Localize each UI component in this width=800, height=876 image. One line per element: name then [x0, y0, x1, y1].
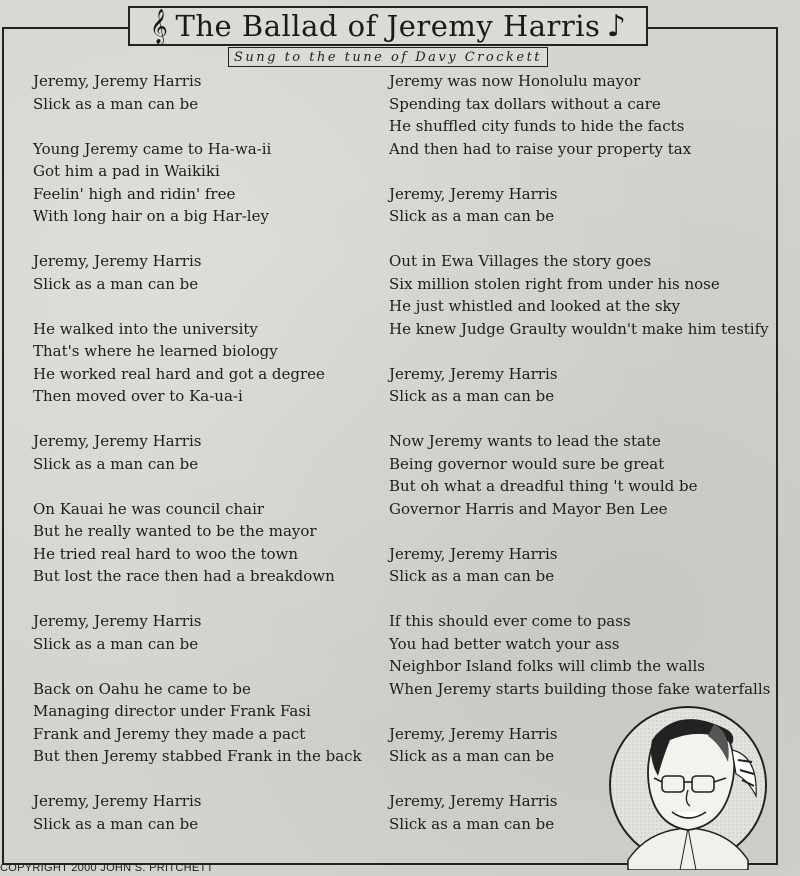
- stanza-gap: [389, 340, 770, 363]
- lyric-line: Slick as a man can be: [33, 94, 199, 113]
- lyric-line: Out in Ewa Villages the story goes: [389, 252, 652, 270]
- title-box: [128, 6, 648, 46]
- lyric-line: Governor Harris and Mayor Ben Lee: [389, 499, 668, 518]
- lyric-line: But then Jeremy stabbed Frank in the back: [33, 747, 362, 765]
- lyric-line: With long hair on a big Har-ley: [33, 207, 269, 225]
- lyric-line: Slick as a man can be: [389, 567, 555, 585]
- treble-clef-icon: 𝄞: [150, 9, 168, 44]
- lyric-line: But he really wanted to be the mayor: [33, 522, 317, 540]
- lyric-line: Slick as a man can be: [33, 454, 199, 473]
- subtitle: Sung to the tune of Davy Crockett: [233, 49, 543, 65]
- lyric-line: Jeremy, Jeremy Harris: [389, 184, 558, 203]
- lyric-line: Slick as a man can be: [389, 814, 555, 833]
- stanza-gap: [389, 588, 770, 611]
- lyric-line: Now Jeremy wants to lead the state: [389, 432, 661, 450]
- stanza-gap: [33, 475, 362, 498]
- lyric-line: Jeremy, Jeremy Harris: [389, 792, 558, 810]
- lyric-line: Feelin' high and ridin' free: [33, 184, 236, 203]
- lyric-line: Slick as a man can be: [389, 747, 555, 765]
- lyric-line: Neighbor Island folks will climb the walls: [389, 657, 705, 675]
- music-note-icon: ♪: [606, 9, 626, 44]
- lyric-line: Slick as a man can be: [389, 387, 555, 405]
- lyric-line: He shuffled city funds to hide the facts: [389, 117, 685, 135]
- lyric-line: He walked into the university: [33, 319, 258, 338]
- lyric-line: Slick as a man can be: [33, 274, 199, 293]
- lyric-line: He knew Judge Graulty wouldn't make him testify: [389, 319, 769, 338]
- lyric-line: Jeremy, Jeremy Harris: [33, 252, 202, 270]
- caricature-portrait-icon: [608, 700, 768, 870]
- lyric-line: Six million stolen right from under his nose: [389, 274, 720, 293]
- lyric-line: Jeremy, Jeremy Harris: [33, 792, 202, 810]
- lyric-line: Jeremy, Jeremy Harris: [33, 72, 202, 90]
- lyric-line: He just whistled and looked at the sky: [389, 297, 681, 315]
- stanza-gap: [33, 655, 362, 678]
- page-title: The Ballad of Jeremy Harris: [175, 9, 601, 43]
- stanza-gap: [33, 228, 362, 251]
- lyric-line: He worked real hard and got a degree: [33, 364, 325, 383]
- lyric-line: Got him a pad in Waikiki: [33, 162, 220, 180]
- lyric-line: Jeremy, Jeremy Harris: [389, 544, 558, 563]
- lyric-line: Slick as a man can be: [389, 207, 555, 225]
- lyric-line: You had better watch your ass: [389, 634, 620, 653]
- copyright-text: COPYRIGHT 2000 JOHN S. PRITCHETT: [0, 862, 214, 874]
- stanza-gap: [33, 115, 362, 138]
- lyric-line: When Jeremy starts building those fake waterfalls: [389, 679, 771, 698]
- stanza-gap: [33, 768, 362, 791]
- stanza-gap: [389, 520, 770, 543]
- lyric-line: Being governor would sure be great: [389, 454, 665, 473]
- lyric-line: Slick as a man can be: [33, 634, 199, 653]
- lyrics-left-column: [33, 70, 362, 835]
- lyric-line: That's where he learned biology: [33, 342, 278, 360]
- lyric-line: Spending tax dollars without a care: [389, 94, 661, 113]
- lyric-line: Jeremy was now Honolulu mayor: [389, 72, 641, 90]
- lyric-line: And then had to raise your property tax: [389, 139, 692, 158]
- lyric-line: Slick as a man can be: [33, 814, 199, 833]
- lyric-line: Jeremy, Jeremy Harris: [389, 364, 558, 383]
- stanza-gap: [33, 588, 362, 611]
- lyric-line: Back on Oahu he came to be: [33, 679, 251, 698]
- lyric-line: Jeremy, Jeremy Harris: [33, 612, 202, 630]
- lyric-line: He tried real hard to woo the town: [33, 544, 299, 563]
- stanza-gap: [389, 228, 770, 251]
- subtitle-box: [228, 47, 548, 67]
- lyric-line: Jeremy, Jeremy Harris: [33, 432, 202, 450]
- lyric-line: Frank and Jeremy they made a pact: [33, 724, 306, 743]
- stanza-gap: [389, 160, 770, 183]
- lyric-line: Managing director under Frank Fasi: [33, 702, 311, 720]
- lyric-line: Jeremy, Jeremy Harris: [389, 724, 558, 743]
- lyric-line: On Kauai he was council chair: [33, 499, 265, 518]
- stanza-gap: [389, 408, 770, 431]
- stanza-gap: [33, 295, 362, 318]
- lyric-line: But lost the race then had a breakdown: [33, 567, 335, 585]
- stanza-gap: [33, 408, 362, 431]
- lyric-line: Then moved over to Ka-ua-i: [33, 387, 243, 405]
- lyric-line: But oh what a dreadful thing 't would be: [389, 477, 698, 495]
- lyric-line: Young Jeremy came to Ha-wa-ii: [33, 139, 272, 158]
- lyric-line: If this should ever come to pass: [389, 612, 631, 630]
